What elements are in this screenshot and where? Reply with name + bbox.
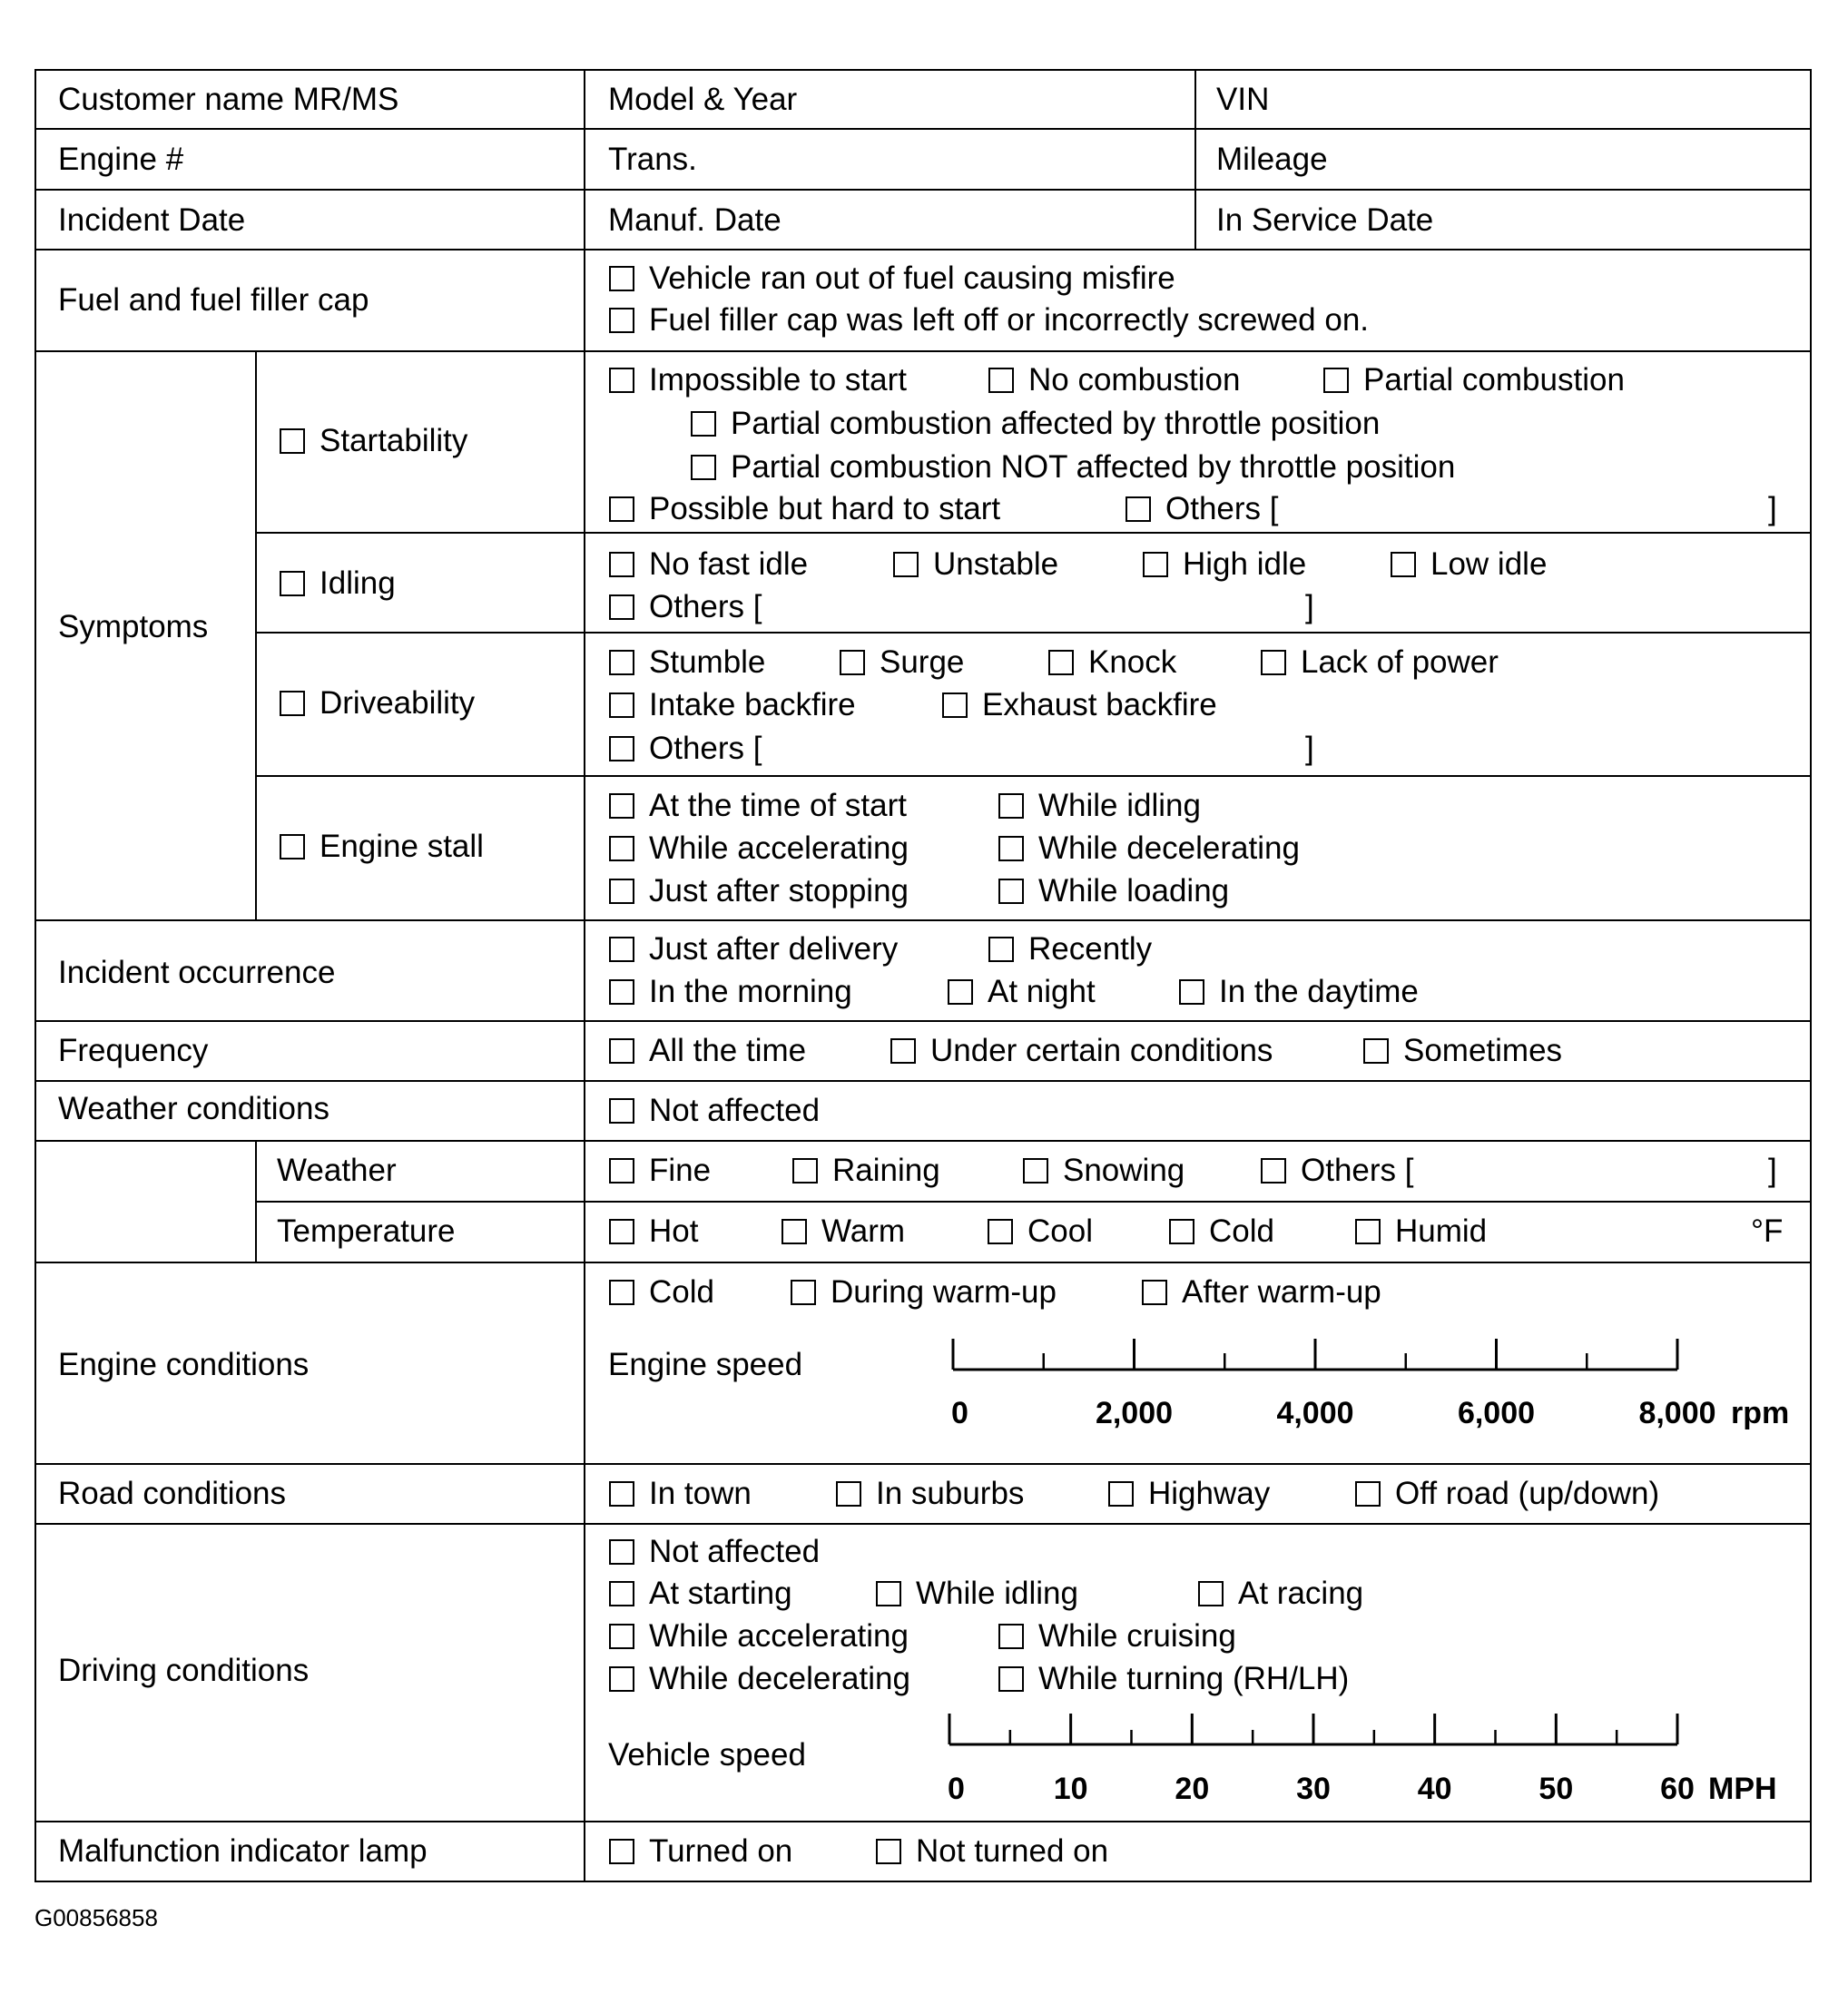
- weather-label: Weather: [277, 1153, 397, 1188]
- fuel-label-cell: [34, 249, 585, 352]
- checkbox[interactable]: [1355, 1481, 1381, 1507]
- option-highway[interactable]: Highway: [1108, 1476, 1270, 1512]
- checkbox[interactable]: [609, 692, 634, 718]
- option-just-after-stopping[interactable]: Just after stopping: [609, 873, 909, 909]
- checkbox[interactable]: [280, 571, 305, 596]
- checkbox[interactable]: [890, 1038, 916, 1064]
- checkbox[interactable]: [280, 834, 305, 859]
- checkbox[interactable]: [998, 836, 1024, 861]
- engine-number-field[interactable]: [34, 128, 585, 191]
- road-conditions-options-cell: [584, 1463, 1812, 1525]
- checkbox[interactable]: [691, 411, 716, 437]
- driveability-label-cell: [255, 632, 585, 777]
- checkbox[interactable]: [836, 1481, 861, 1507]
- option-impossible-to-start[interactable]: Impossible to start: [609, 362, 907, 398]
- engine-stall-checkbox-label[interactable]: Engine stall: [280, 829, 484, 865]
- symptoms-label-cell: [34, 350, 257, 921]
- rpm-tick-label: 0: [951, 1396, 968, 1430]
- checkbox[interactable]: [948, 979, 973, 1005]
- checkbox[interactable]: [609, 1219, 634, 1244]
- checkbox[interactable]: [609, 594, 634, 620]
- idling-others-close-bracket: ]: [1305, 589, 1314, 624]
- weather-options-cell: [584, 1140, 1812, 1203]
- checkbox[interactable]: [1048, 650, 1074, 675]
- idling-checkbox-label[interactable]: Idling: [280, 565, 396, 602]
- option-during-warm-up[interactable]: During warm-up: [791, 1274, 1057, 1311]
- option-fine[interactable]: Fine: [609, 1153, 711, 1189]
- option-exhaust-backfire[interactable]: Exhaust backfire: [942, 687, 1217, 723]
- checkbox[interactable]: [781, 1219, 807, 1244]
- rpm-tick-label: 4,000: [1276, 1396, 1354, 1430]
- option-no-combustion[interactable]: No combustion: [988, 362, 1240, 398]
- weather-not-affected-cell: [584, 1080, 1812, 1142]
- option-stumble[interactable]: Stumble: [609, 644, 765, 681]
- engine-conditions-label: Engine conditions: [58, 1347, 310, 1382]
- incident-date-label: Incident Date: [58, 202, 246, 238]
- figure-code: G00856858: [34, 1904, 158, 1931]
- checkbox[interactable]: [609, 1098, 634, 1124]
- checkbox[interactable]: [609, 1158, 634, 1184]
- checkbox[interactable]: [876, 1839, 901, 1864]
- temperature-label-cell: [255, 1201, 585, 1263]
- frequency-options-cell: [584, 1020, 1812, 1082]
- checkbox[interactable]: [1169, 1219, 1194, 1244]
- diagnostic-questionnaire-form: [34, 69, 1812, 1882]
- option-warm[interactable]: Warm: [781, 1213, 905, 1250]
- option-cool[interactable]: Cool: [988, 1213, 1093, 1250]
- mph-tick-label: 60: [1660, 1772, 1695, 1806]
- option-partial-combustion[interactable]: Partial combustion: [1323, 362, 1625, 398]
- model-year-field[interactable]: [584, 69, 1196, 130]
- temperature-unit: °F: [1751, 1213, 1784, 1249]
- checkbox[interactable]: [1323, 368, 1349, 393]
- option-humid[interactable]: Humid: [1355, 1213, 1487, 1250]
- option-driving-while-idling[interactable]: While idling: [876, 1576, 1078, 1612]
- driveability-others-close-bracket: ]: [1305, 731, 1314, 766]
- option-intake-backfire[interactable]: Intake backfire: [609, 687, 856, 723]
- option-surge[interactable]: Surge: [840, 644, 964, 681]
- option-stall-while-accelerating[interactable]: While accelerating: [609, 830, 909, 867]
- weather-label-cell: [255, 1140, 585, 1203]
- frequency-label-cell: [34, 1020, 585, 1082]
- trans-field[interactable]: [584, 128, 1196, 191]
- option-turned-on[interactable]: Turned on: [609, 1833, 792, 1870]
- option-driving-not-affected[interactable]: Not affected: [609, 1534, 820, 1570]
- option-hard-to-start[interactable]: Possible but hard to start: [609, 491, 1000, 527]
- road-conditions-label-cell: [34, 1463, 585, 1525]
- startability-label-cell: [255, 350, 585, 534]
- checkbox[interactable]: [1355, 1219, 1381, 1244]
- option-at-time-of-start[interactable]: At the time of start: [609, 788, 907, 824]
- option-high-idle[interactable]: High idle: [1143, 546, 1306, 583]
- option-driving-while-accelerating[interactable]: While accelerating: [609, 1618, 909, 1655]
- option-while-cruising[interactable]: While cruising: [998, 1618, 1236, 1655]
- option-idling-others[interactable]: Others [: [609, 589, 762, 625]
- manuf-date-label: Manuf. Date: [608, 202, 781, 238]
- checkbox[interactable]: [609, 979, 634, 1005]
- checkbox[interactable]: [609, 266, 634, 291]
- checkbox[interactable]: [280, 691, 305, 716]
- option-hot[interactable]: Hot: [609, 1213, 698, 1250]
- checkbox[interactable]: [609, 1038, 634, 1064]
- checkbox[interactable]: [691, 455, 716, 480]
- option-sometimes[interactable]: Sometimes: [1363, 1033, 1562, 1069]
- option-in-the-morning[interactable]: In the morning: [609, 974, 852, 1010]
- rpm-tick-label: 2,000: [1095, 1396, 1174, 1430]
- checkbox[interactable]: [609, 937, 634, 962]
- incident-occurrence-label: Incident occurrence: [58, 955, 336, 990]
- driving-conditions-label: Driving conditions: [58, 1653, 310, 1688]
- mph-tick-label: 30: [1296, 1772, 1331, 1806]
- mil-label-cell: [34, 1821, 585, 1882]
- engine-conditions-label-cell: [34, 1262, 585, 1465]
- mph-tick-label: 0: [948, 1772, 965, 1806]
- option-lack-of-power[interactable]: Lack of power: [1261, 644, 1499, 681]
- driveability-options-cell: [584, 632, 1812, 777]
- option-stall-while-idling[interactable]: While idling: [998, 788, 1201, 824]
- temperature-options-cell: [584, 1201, 1812, 1263]
- option-driveability-others[interactable]: Others [: [609, 731, 762, 767]
- option-weather-not-affected[interactable]: Not affected: [609, 1093, 820, 1129]
- weather-conditions-label-cell: [34, 1080, 585, 1142]
- checkbox[interactable]: [609, 736, 634, 761]
- checkbox[interactable]: [1391, 552, 1416, 577]
- option-at-racing[interactable]: At racing: [1198, 1576, 1363, 1612]
- option-weather-others[interactable]: Others [: [1261, 1153, 1413, 1189]
- engine-stall-options-cell: [584, 775, 1812, 921]
- frequency-label: Frequency: [58, 1033, 209, 1068]
- option-startability-others[interactable]: Others [: [1126, 491, 1278, 527]
- mph-unit: MPH: [1708, 1772, 1777, 1806]
- option-recently[interactable]: Recently: [988, 931, 1152, 968]
- checkbox[interactable]: [942, 692, 968, 718]
- road-conditions-label: Road conditions: [58, 1476, 286, 1511]
- mileage-field[interactable]: [1194, 128, 1812, 191]
- rpm-tick-label: 6,000: [1457, 1396, 1536, 1430]
- option-in-suburbs[interactable]: In suburbs: [836, 1476, 1024, 1512]
- checkbox[interactable]: [1126, 496, 1151, 522]
- startability-checkbox-label[interactable]: Startability: [280, 423, 467, 459]
- checkbox[interactable]: [609, 368, 634, 393]
- checkbox[interactable]: [998, 879, 1024, 904]
- engine-stall-label-cell: [255, 775, 585, 921]
- driving-conditions-label-cell: [34, 1523, 585, 1822]
- driveability-checkbox-label[interactable]: Driveability: [280, 685, 475, 722]
- vehicle-speed-label: Vehicle speed: [608, 1737, 806, 1773]
- checkbox[interactable]: [609, 496, 634, 522]
- option-raining[interactable]: Raining: [792, 1153, 940, 1189]
- customer-name-label: Customer name MR/MS: [58, 82, 399, 117]
- checkbox[interactable]: [893, 552, 919, 577]
- checkbox[interactable]: [840, 650, 865, 675]
- option-at-starting[interactable]: At starting: [609, 1576, 792, 1612]
- checkbox[interactable]: [998, 793, 1024, 819]
- checkbox[interactable]: [1179, 979, 1204, 1005]
- trans-label: Trans.: [608, 142, 697, 177]
- option-partial-affected-throttle[interactable]: Partial combustion affected by throttle position: [691, 406, 1380, 442]
- checkbox[interactable]: [988, 937, 1014, 962]
- option-while-turning[interactable]: While turning (RH/LH): [998, 1661, 1349, 1697]
- mph-tick-label: 50: [1538, 1772, 1574, 1806]
- incident-occurrence-options-cell: [584, 919, 1812, 1022]
- checkbox[interactable]: [1261, 1158, 1286, 1184]
- vin-field[interactable]: [1194, 69, 1812, 130]
- checkbox[interactable]: [609, 836, 634, 861]
- checkbox[interactable]: [1143, 552, 1168, 577]
- option-after-warm-up[interactable]: After warm-up: [1142, 1274, 1381, 1311]
- option-knock[interactable]: Knock: [1048, 644, 1176, 681]
- option-off-road[interactable]: Off road (up/down): [1355, 1476, 1659, 1512]
- option-unstable[interactable]: Unstable: [893, 546, 1058, 583]
- option-filler-cap-left-off[interactable]: Fuel filler cap was left off or incorrectly screwed on.: [609, 302, 1369, 339]
- checkbox[interactable]: [1108, 1481, 1134, 1507]
- checkbox[interactable]: [988, 1219, 1013, 1244]
- temperature-label: Temperature: [277, 1213, 456, 1249]
- mil-options-cell: [584, 1821, 1812, 1882]
- option-stall-while-decelerating[interactable]: While decelerating: [998, 830, 1300, 867]
- option-snowing[interactable]: Snowing: [1023, 1153, 1184, 1189]
- driving-conditions-options-cell: [584, 1523, 1812, 1822]
- idling-options-cell: [584, 532, 1812, 634]
- option-temp-cold[interactable]: Cold: [1169, 1213, 1274, 1250]
- customer-name-field[interactable]: [34, 69, 585, 130]
- option-not-turned-on[interactable]: Not turned on: [876, 1833, 1108, 1870]
- incident-date-field[interactable]: [34, 189, 585, 250]
- option-in-town[interactable]: In town: [609, 1476, 752, 1512]
- checkbox[interactable]: [609, 650, 634, 675]
- engine-conditions-options-cell: [584, 1262, 1812, 1465]
- mileage-label: Mileage: [1216, 142, 1328, 177]
- option-no-fast-idle[interactable]: No fast idle: [609, 546, 808, 583]
- startability-options-cell: [584, 350, 1812, 534]
- startability-others-close-bracket: ]: [1768, 491, 1777, 526]
- mph-tick-label: 10: [1053, 1772, 1088, 1806]
- vin-label: VIN: [1216, 82, 1270, 117]
- option-under-certain-conditions[interactable]: Under certain conditions: [890, 1033, 1273, 1069]
- checkbox[interactable]: [609, 879, 634, 904]
- weather-spacer-cell: [34, 1140, 257, 1263]
- incident-occurrence-label-cell: [34, 919, 585, 1022]
- checkbox[interactable]: [1023, 1158, 1048, 1184]
- manuf-date-field[interactable]: [584, 189, 1196, 250]
- option-ran-out-of-fuel[interactable]: Vehicle ran out of fuel causing misfire: [609, 260, 1175, 297]
- checkbox[interactable]: [609, 1839, 634, 1864]
- option-while-loading[interactable]: While loading: [998, 873, 1229, 909]
- mph-tick-label: 40: [1417, 1772, 1452, 1806]
- checkbox[interactable]: [609, 793, 634, 819]
- rpm-tick-label: 8,000: [1638, 1396, 1716, 1430]
- checkbox[interactable]: [609, 308, 634, 333]
- engine-speed-scale[interactable]: [585, 1263, 1814, 1467]
- option-engine-cold[interactable]: Cold: [609, 1274, 714, 1311]
- checkbox[interactable]: [609, 1481, 634, 1507]
- checkbox[interactable]: [1363, 1038, 1389, 1064]
- vehicle-speed-scale[interactable]: [585, 1525, 1814, 1824]
- model-year-label: Model & Year: [608, 82, 798, 117]
- idling-label-cell: [255, 532, 585, 634]
- weather-conditions-label: Weather conditions: [58, 1091, 329, 1126]
- engine-speed-label: Engine speed: [608, 1347, 803, 1382]
- option-low-idle[interactable]: Low idle: [1391, 546, 1547, 583]
- rpm-unit: rpm: [1731, 1396, 1790, 1430]
- option-at-night[interactable]: At night: [948, 974, 1096, 1010]
- option-all-the-time[interactable]: All the time: [609, 1033, 806, 1069]
- checkbox[interactable]: [1261, 650, 1286, 675]
- in-service-date-label: In Service Date: [1216, 202, 1434, 238]
- checkbox[interactable]: [792, 1158, 818, 1184]
- weather-others-close-bracket: ]: [1768, 1153, 1777, 1188]
- in-service-date-field[interactable]: [1194, 189, 1812, 250]
- engine-number-label: Engine #: [58, 142, 184, 177]
- option-driving-while-decelerating[interactable]: While decelerating: [609, 1661, 910, 1697]
- option-in-the-daytime[interactable]: In the daytime: [1179, 974, 1419, 1010]
- symptoms-label: Symptoms: [58, 609, 209, 644]
- checkbox[interactable]: [609, 552, 634, 577]
- fuel-options-cell: [584, 249, 1812, 352]
- mph-tick-label: 20: [1175, 1772, 1210, 1806]
- fuel-label: Fuel and fuel filler cap: [58, 282, 369, 318]
- checkbox[interactable]: [280, 428, 305, 454]
- checkbox[interactable]: [988, 368, 1014, 393]
- option-partial-not-affected-throttle[interactable]: Partial combustion NOT affected by throttle position: [691, 449, 1455, 486]
- option-just-after-delivery[interactable]: Just after delivery: [609, 931, 898, 968]
- mil-label: Malfunction indicator lamp: [58, 1833, 428, 1869]
